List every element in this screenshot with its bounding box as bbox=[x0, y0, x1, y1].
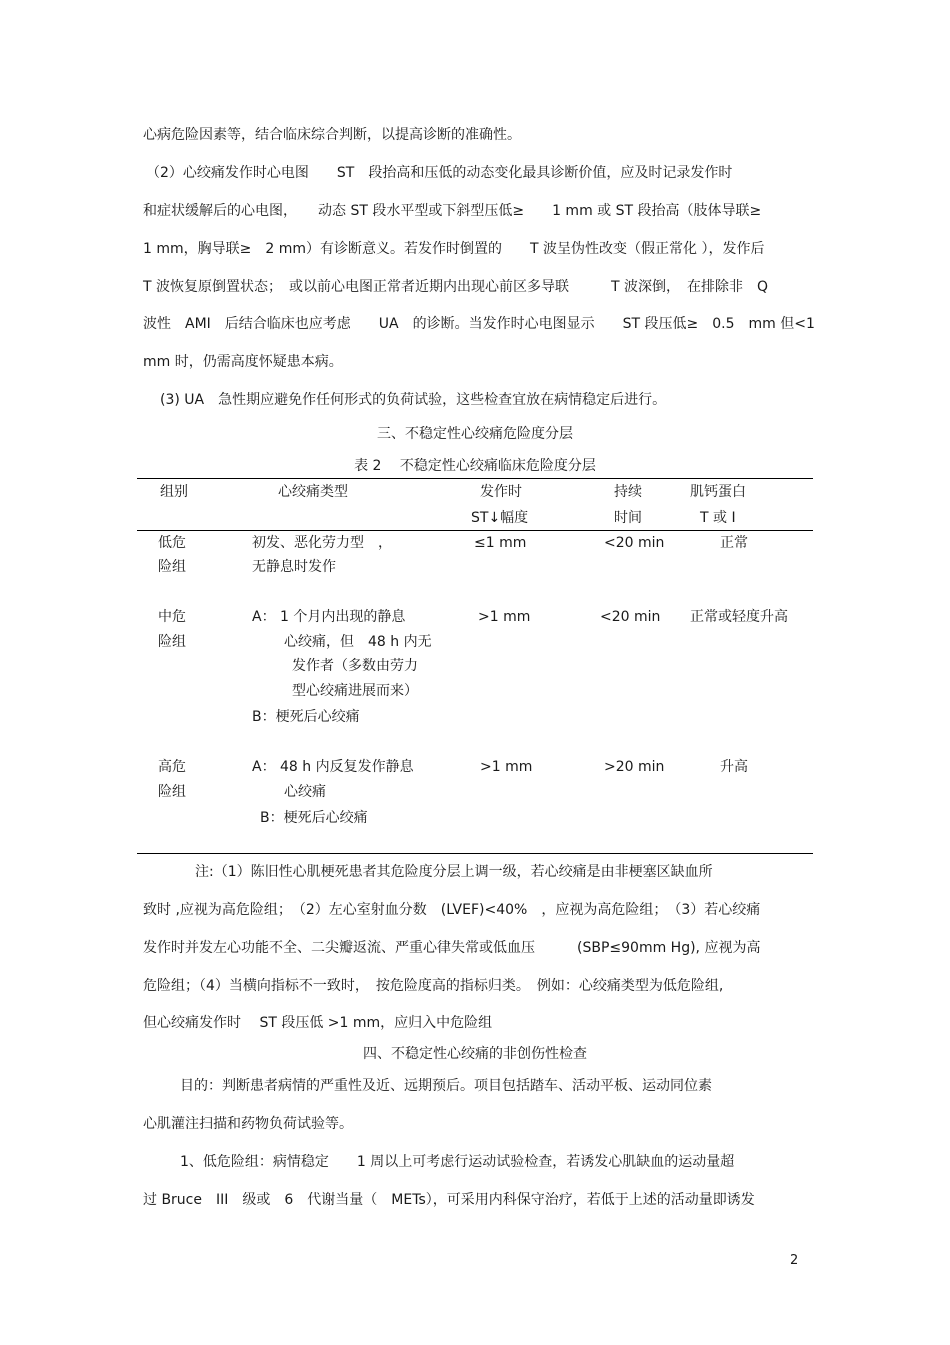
table-cell-troponin: 正常 bbox=[720, 535, 748, 551]
body-text-line: 1、低危险组：病情稳定 1 周以上可考虑行运动试验检查，若诱发心肌缺血的运动量超 bbox=[180, 1154, 735, 1170]
table-cell-duration: >20 min bbox=[604, 759, 665, 775]
table-cell-duration: <20 min bbox=[600, 609, 661, 625]
table-cell-troponin: 升高 bbox=[720, 759, 748, 775]
table-cell-troponin: 正常或轻度升高 bbox=[690, 609, 788, 625]
body-text-line: 心病危险因素等，结合临床综合判断，以提高诊断的准确性。 bbox=[143, 127, 521, 143]
table-cell-type: B：梗死后心绞痛 bbox=[252, 709, 360, 725]
page-number: 2 bbox=[790, 1253, 799, 1268]
body-text-line: （2）心绞痛发作时心电图 ST 段抬高和压低的动态变化最具诊断价值，应及时记录发作时 bbox=[146, 165, 733, 181]
body-text-line: 和症状缓解后的心电图， 动态 ST 段水平型或下斜型压低≥ 1 mm 或 ST 段抬高（肢体导联≥ bbox=[143, 203, 762, 219]
table-cell-st: >1 mm bbox=[480, 759, 533, 775]
table-header-troponin: 肌钙蛋白 bbox=[690, 484, 746, 500]
section-heading: 四、不稳定性心绞痛的非创伤性检查 bbox=[363, 1046, 587, 1062]
note-line: 危险组；（4）当横向指标不一致时， 按危险度高的指标归类。 例如：心绞痛类型为低危险组, bbox=[143, 978, 724, 994]
table-cell-type: A： 48 h 内反复发作静息 bbox=[252, 759, 414, 775]
body-text-line: mm 时，仍需高度怀疑患本病。 bbox=[143, 354, 343, 370]
table-header-st: 发作时 bbox=[480, 484, 522, 500]
table-cell-type: B：梗死后心绞痛 bbox=[260, 810, 368, 826]
table-header-group: 组别 bbox=[160, 484, 188, 500]
table-top-rule bbox=[137, 478, 813, 479]
table-caption: 表 2 不稳定性心绞痛临床危险度分层 bbox=[354, 458, 596, 474]
body-text-line: 波性 AMI 后结合临床也应考虑 UA 的诊断。当发作时心电图显示 ST 段压低≥ 0.5 mm 但<1 bbox=[143, 316, 815, 332]
table-header-troponin-sub: T 或 I bbox=[700, 510, 736, 526]
table-cell-type: 心绞痛，但 48 h 内无 bbox=[284, 634, 432, 650]
note-line: 致时 ,应视为高危险组； （2）左心室射血分数 (LVEF)<40% ，应视为高危险组； （3）若心绞痛 bbox=[143, 902, 761, 918]
table-bottom-rule bbox=[137, 853, 813, 854]
table-cell-group: 险组 bbox=[158, 634, 186, 650]
table-cell-group: 中危 bbox=[158, 609, 186, 625]
table-header-duration-sub: 时间 bbox=[614, 510, 642, 526]
body-text-line: T 波恢复原倒置状态； 或以前心电图正常者近期内出现心前区多导联 T 波深倒， 在排除非 Q bbox=[143, 279, 769, 295]
table-cell-group: 低危 bbox=[158, 535, 186, 551]
section-heading: 三、不稳定性心绞痛危险度分层 bbox=[377, 426, 573, 442]
table-cell-group: 险组 bbox=[158, 559, 186, 575]
table-header-rule bbox=[137, 530, 813, 531]
body-text-line: 心肌灌注扫描和药物负荷试验等。 bbox=[143, 1116, 353, 1132]
table-cell-type: A： 1 个月内出现的静息 bbox=[252, 609, 406, 625]
table-cell-type: 心绞痛 bbox=[284, 784, 326, 800]
table-cell-group: 高危 bbox=[158, 759, 186, 775]
note-line: 注:（1）陈旧性心肌梗死患者其危险度分层上调一级，若心绞痛是由非梗塞区缺血所 bbox=[195, 864, 713, 880]
body-text-line: (3) UA 急性期应避免作任何形式的负荷试验，这些检查宜放在病情稳定后进行。 bbox=[160, 392, 667, 408]
note-line: 发作时并发左心功能不全、二尖瓣返流、严重心律失常或低血压 (SBP≤90mm Hg), 应视为高 bbox=[143, 940, 761, 956]
table-header-st-sub: ST↓幅度 bbox=[471, 510, 529, 526]
body-text-line: 过 Bruce III 级或 6 代谢当量（ METs），可采用内科保守治疗，若低于上述的活动量即诱发 bbox=[143, 1192, 755, 1208]
body-text-line: 1 mm，胸导联≥ 2 mm）有诊断意义。若发作时倒置的 T 波呈伪性改变（假正常化 ），发作后 bbox=[143, 241, 765, 257]
table-cell-st: ≤1 mm bbox=[474, 535, 527, 551]
table-cell-group: 险组 bbox=[158, 784, 186, 800]
table-cell-type: 初发、恶化劳力型 ， bbox=[252, 535, 392, 551]
table-header-duration: 持续 bbox=[614, 484, 642, 500]
table-cell-type: 无静息时发作 bbox=[252, 559, 336, 575]
table-cell-duration: <20 min bbox=[604, 535, 665, 551]
table-header-type: 心绞痛类型 bbox=[278, 484, 348, 500]
table-cell-type: 型心绞痛进展而来） bbox=[292, 683, 418, 699]
note-line: 但心绞痛发作时 ST 段压低 >1 mm，应归入中危险组 bbox=[143, 1015, 493, 1031]
body-text-line: 目的：判断患者病情的严重性及近、远期预后。项目包括踏车、活动平板、运动同位素 bbox=[180, 1078, 712, 1094]
table-cell-type: 发作者（多数由劳力 bbox=[292, 658, 418, 674]
table-cell-st: >1 mm bbox=[478, 609, 531, 625]
